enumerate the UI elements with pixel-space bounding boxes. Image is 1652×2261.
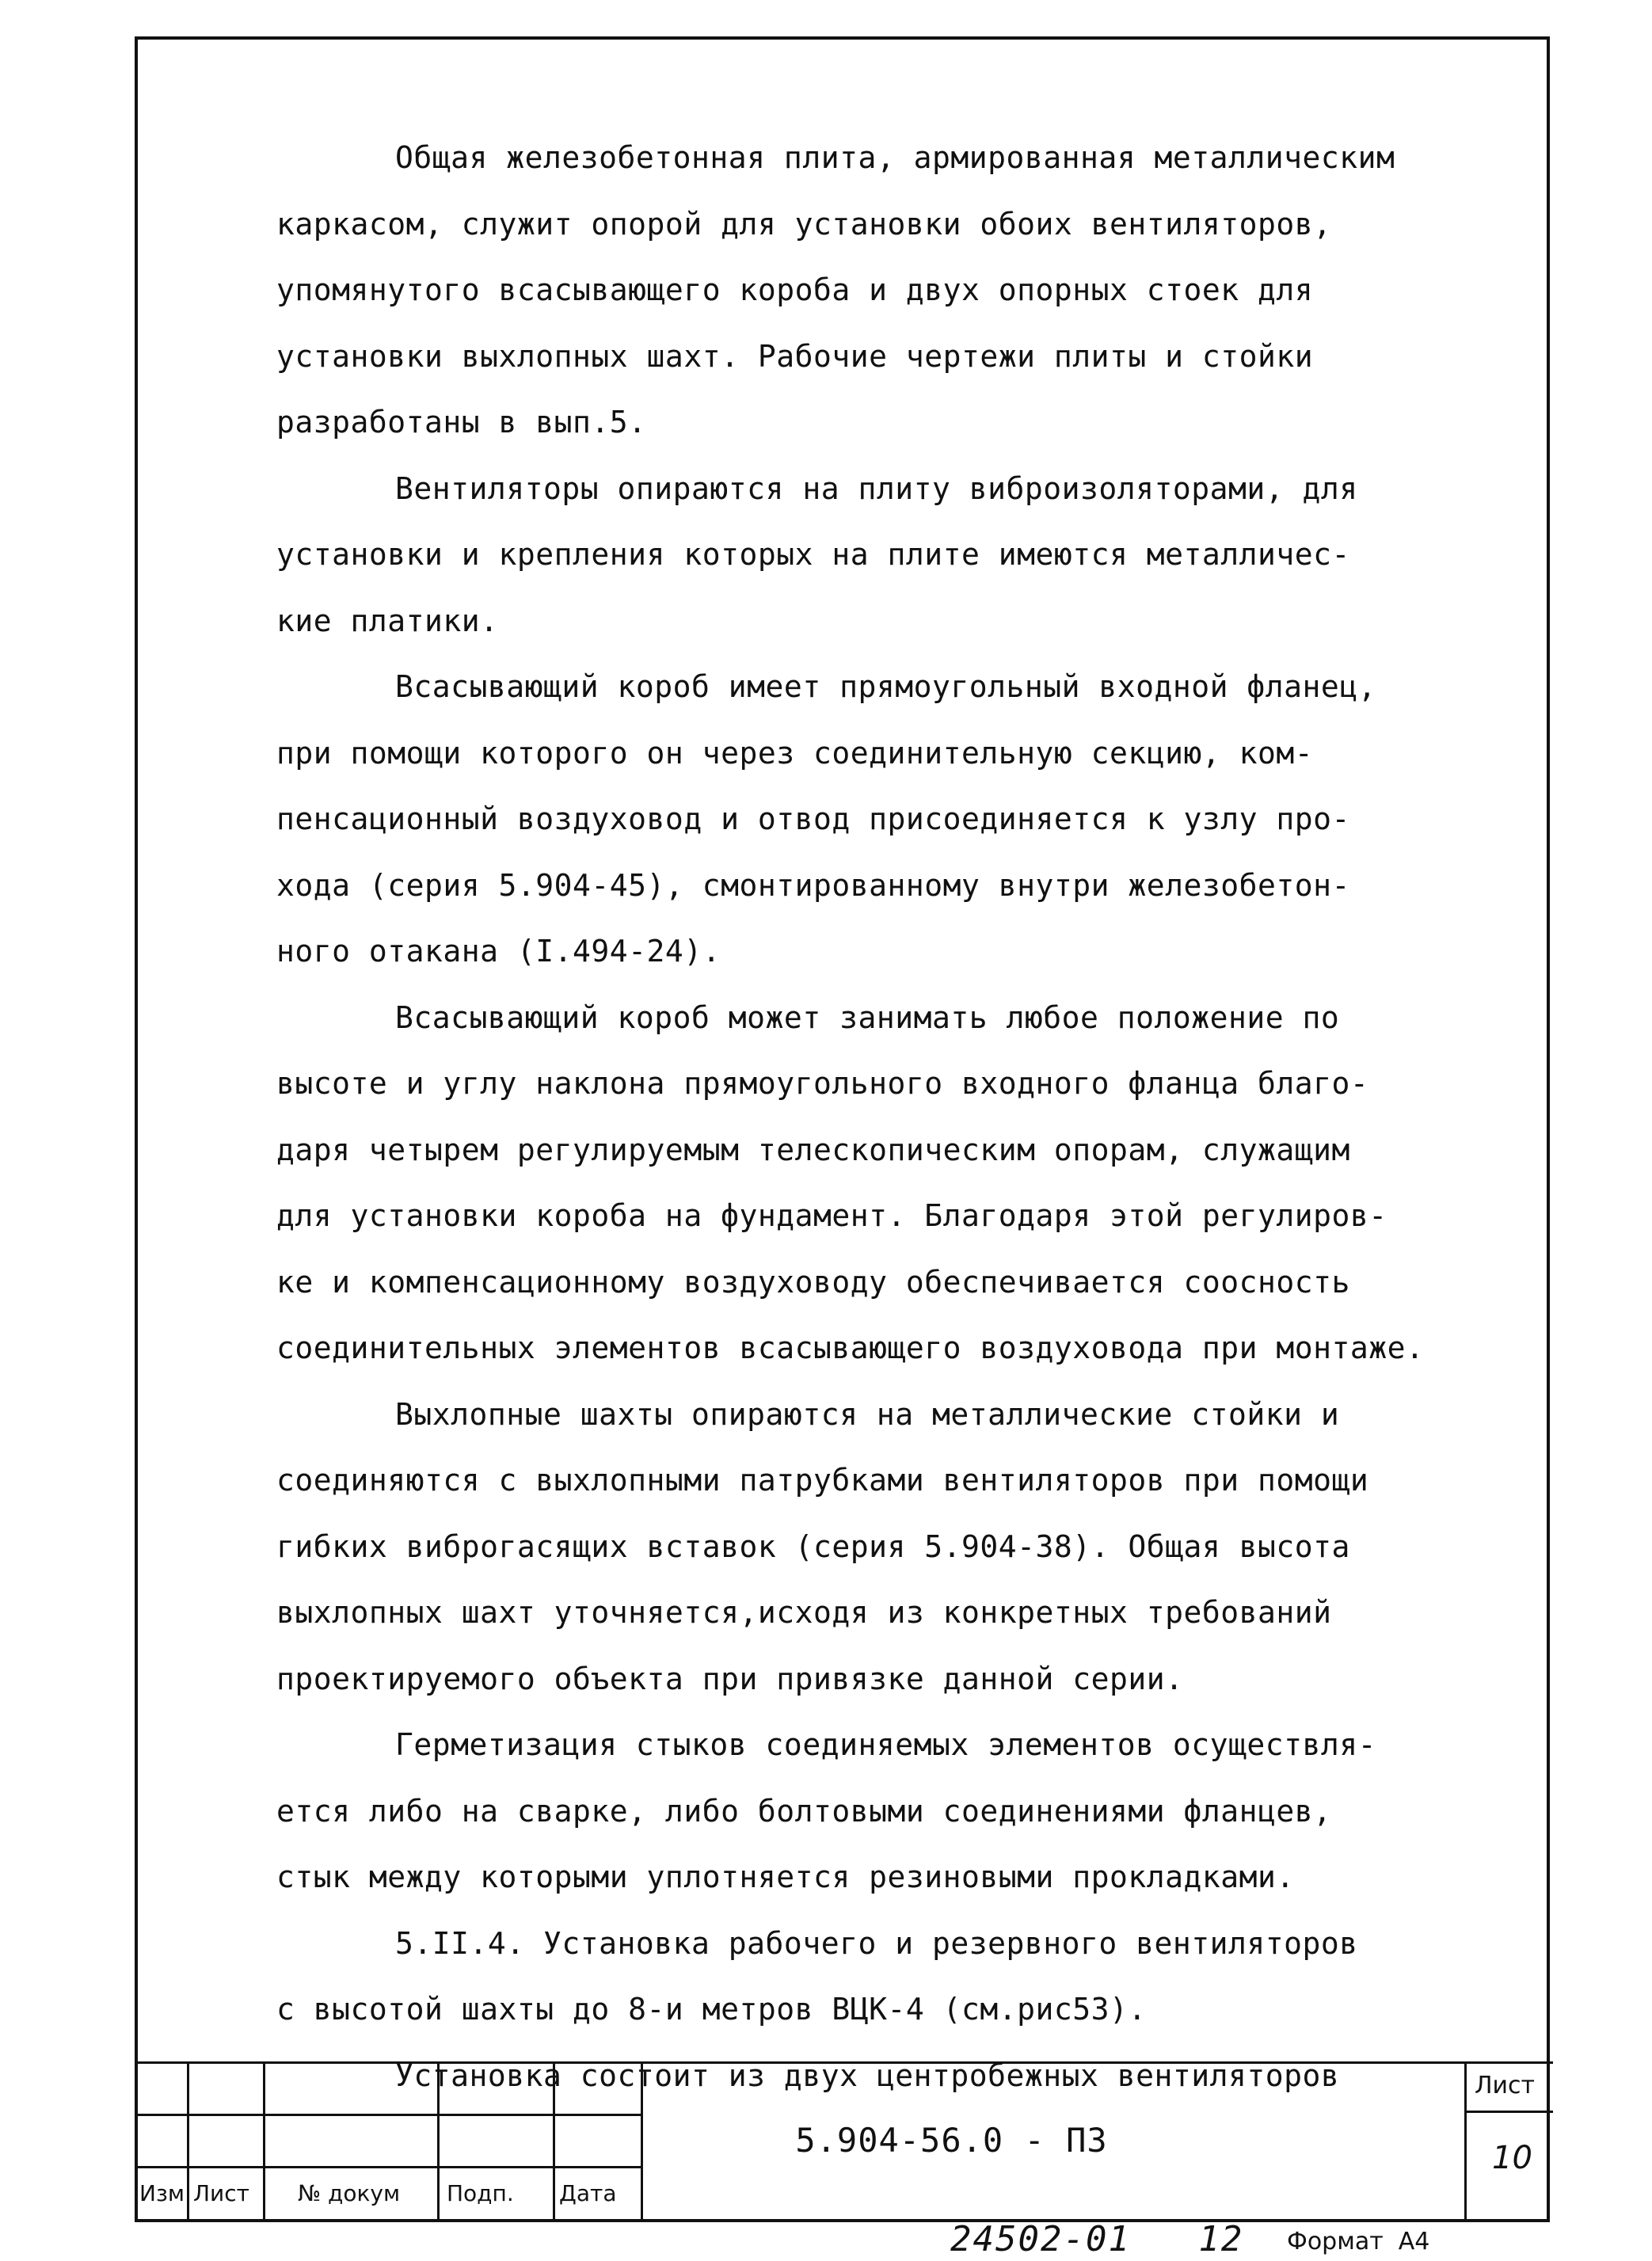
text-line: стык между которыми уплотняется резиновыми прокладками. <box>276 1859 1295 1894</box>
text-line: Общая железобетонная плита, армированная металлическим <box>395 140 1395 175</box>
text-line: проектируемого объекта при привязке данной серии. <box>276 1661 1184 1696</box>
text-line: кие платики. <box>276 603 499 638</box>
text-line: выхлопных шахт уточняется,исходя из конкретных требований <box>276 1595 1332 1630</box>
text-line: даря четырем регулируемым телескопическим опорам, служащим <box>276 1132 1350 1167</box>
text-line: ется либо на сварке, либо болтовыми соединениями фланцев, <box>276 1794 1332 1829</box>
text-line: ке и компенсационному воздуховоду обеспечивается соосность <box>276 1265 1350 1300</box>
text-line: 5.II.4. Установка рабочего и резервного вентиляторов <box>395 1926 1358 1961</box>
stamp-header-signature: Подп. <box>447 2180 514 2206</box>
text-line: Выхлопные шахты опираются на металлические стойки и <box>395 1397 1340 1432</box>
text-line: соединительных элементов всасывающего воздуховода при монтаже. <box>276 1330 1425 1365</box>
text-line: соединяются с выхлопными патрубками вентиляторов при помощи <box>276 1463 1369 1498</box>
stamp-header-doc-number: № докум <box>298 2180 401 2206</box>
text-line: установки и крепления которых на плите имеются металличес- <box>276 537 1350 572</box>
document-code: 5.904-56.0 - ПЗ <box>795 2121 1108 2160</box>
body-text <box>138 40 1547 2219</box>
text-line: при помощи которого он через соединительную секцию, ком- <box>276 736 1314 771</box>
text-line: для установки короба на фундамент. Благодаря этой регулиров- <box>276 1198 1387 1233</box>
text-line: упомянутого всасывающего короба и двух опорных стоек для <box>276 272 1314 307</box>
text-line: ного отакана (I.494-24). <box>276 934 721 969</box>
stamp-header-date: Дата <box>559 2180 617 2206</box>
paper-format: Формат А4 <box>1287 2228 1430 2255</box>
stamp-header-list: Лист <box>193 2180 249 2206</box>
drawing-sheet <box>135 36 1550 2222</box>
text-line: каркасом, служит опорой для установки обоих вентиляторов, <box>276 207 1332 242</box>
text-line: Всасывающий короб имеет прямоугольный входной фланец, <box>395 669 1377 704</box>
text-line: пенсационный воздуховод и отвод присоединяется к узлу про- <box>276 801 1350 836</box>
text-line: Всасывающий короб может занимать любое положение по <box>395 1000 1340 1035</box>
sheet-number: 10 <box>1492 2140 1532 2176</box>
title-block <box>138 2061 1547 2219</box>
text-line: гибких виброгасящих вставок (серия 5.904-38). Общая высота <box>276 1529 1350 1564</box>
sheet-label: Лист <box>1475 2072 1536 2099</box>
text-line: Установка состоит из двух центробежных вентиляторов <box>395 2058 1340 2093</box>
text-line: высоте и углу наклона прямоугольного входного фланца благо- <box>276 1066 1369 1101</box>
archive-number: 24502-01 12 <box>950 2219 1244 2259</box>
text-line: Герметизация стыков соединяемых элементов осуществля- <box>395 1727 1377 1762</box>
text-line: с высотой шахты до 8-и метров ВЦК-4 (см.рис53). <box>276 1992 1147 2027</box>
text-line: Вентиляторы опираются на плиту виброизоляторами, для <box>395 471 1358 506</box>
text-line: разработаны в вып.5. <box>276 405 647 440</box>
stamp-header-izm: Изм <box>139 2180 185 2206</box>
text-line: хода (серия 5.904-45), смонтированному внутри железобетон- <box>276 868 1350 903</box>
text-line: установки выхлопных шахт. Рабочие чертежи плиты и стойки <box>276 339 1314 374</box>
